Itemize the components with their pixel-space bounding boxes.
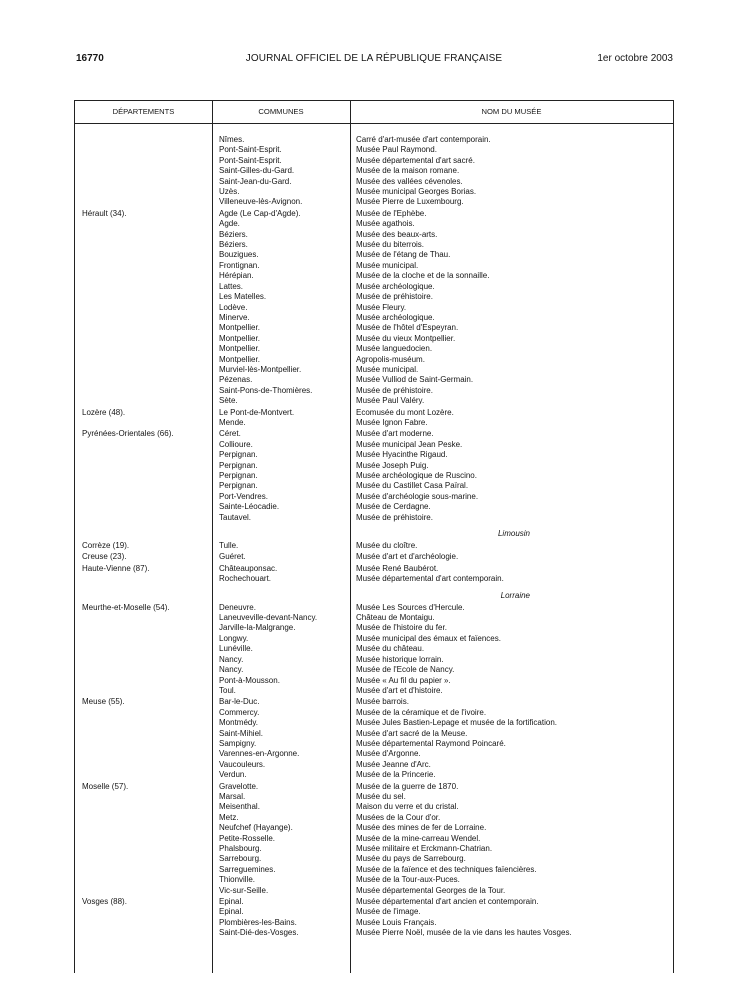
table-row [75, 386, 673, 396]
museum-cell: Musée de Cerdagne. [356, 502, 431, 512]
commune-cell: Uzès. [219, 187, 240, 197]
museum-cell: Musée de la Princerie. [356, 770, 436, 780]
commune-cell: Marsal. [219, 791, 246, 801]
table-row [75, 729, 673, 739]
table-row [75, 492, 673, 502]
museum-cell: Musée Fleury. [356, 302, 407, 312]
museum-cell: Musée de l'histoire du fer. [356, 623, 447, 633]
museum-cell: Musée de l'image. [356, 907, 421, 917]
commune-cell: Tautavel. [219, 512, 252, 522]
commune-cell: Bouzigues. [219, 250, 259, 260]
commune-cell: Céret. [219, 429, 241, 439]
commune-cell: Nancy. [219, 654, 244, 664]
commune-cell: Petite-Rosselle. [219, 833, 276, 843]
table-row [75, 844, 673, 854]
table-row [75, 613, 673, 623]
table-row [75, 697, 673, 707]
issue-date: 1er octobre 2003 [597, 53, 673, 64]
commune-cell: Port-Vendres. [219, 491, 268, 501]
museum-cell: Musée des mines de fer de Lorraine. [356, 823, 487, 833]
table-row [75, 875, 673, 885]
commune-cell: Plombières-les-Bains. [219, 917, 297, 927]
commune-cell: Nîmes. [219, 135, 245, 144]
table-row [75, 145, 673, 155]
table-row [75, 197, 673, 207]
museum-cell: Musée agathois. [356, 219, 415, 229]
commune-cell: Agde. [219, 219, 240, 229]
museum-cell: Musée Ignon Fabre. [356, 417, 428, 427]
table-row [75, 676, 673, 686]
commune-cell: Perpignan. [219, 471, 258, 480]
museum-cell: Musée Les Sources d'Hercule. [356, 602, 465, 612]
table-row [75, 792, 673, 802]
column-header-communes: COMMUNES [258, 107, 304, 116]
table-row [75, 834, 673, 844]
department-cell: Moselle (57). [82, 781, 129, 791]
museum-cell: Musée de la maison romane. [356, 166, 460, 176]
journal-title: JOURNAL OFFICIEL DE LA RÉPUBLIQUE FRANÇAISE [245, 53, 503, 64]
museum-cell: Musée Hyacinthe Rigaud. [356, 450, 448, 460]
department-cell: Haute-Vienne (87). [82, 563, 150, 573]
commune-cell: Gravelotte. [219, 781, 259, 791]
table-row [75, 440, 673, 450]
department-cell: Lozère (48). [82, 407, 126, 417]
table-row [75, 344, 673, 354]
table-row [75, 623, 673, 633]
commune-cell: Saint-Mihiel. [219, 728, 264, 738]
commune-cell: Tulle. [219, 541, 239, 551]
table-row [75, 313, 673, 323]
table-row [75, 854, 673, 864]
commune-cell: Villeneuve-lès-Avignon. [219, 197, 303, 207]
table-row [75, 323, 673, 333]
table-row [75, 655, 673, 665]
table-row [75, 396, 673, 406]
commune-cell: Minerve. [219, 312, 250, 322]
commune-cell: Perpignan. [219, 481, 258, 491]
table-row [75, 429, 673, 439]
museum-cell: Musée Jeanne d'Arc. [356, 759, 431, 769]
commune-cell: Longwy. [219, 633, 249, 643]
department-cell: Meuse (55). [82, 697, 125, 707]
museum-cell: Musée du sel. [356, 791, 406, 801]
table-row [75, 303, 673, 313]
commune-cell: Meisenthal. [219, 802, 260, 812]
museum-cell: Musée des vallées cévenoles. [356, 176, 463, 186]
table-row [75, 865, 673, 875]
table-row [75, 502, 673, 512]
museum-cell: Musée d'art sacré de la Meuse. [356, 728, 468, 738]
table-row [75, 541, 673, 551]
museum-cell: Musée départemental d'art contemporain. [356, 574, 504, 584]
page-number: 16770 [76, 53, 104, 64]
commune-cell: Bar-le-Duc. [219, 697, 260, 707]
commune-cell: Thionville. [219, 875, 256, 885]
table-row [75, 282, 673, 292]
commune-cell: Sainte-Léocadie. [219, 502, 280, 512]
museum-cell: Musée Vulliod de Saint-Germain. [356, 375, 474, 385]
commune-cell: Montpellier. [219, 323, 260, 333]
commune-cell: Saint-Pons-de-Thomières. [219, 385, 313, 395]
table-row [75, 907, 673, 917]
museum-cell: Musée de la cloche et de la sonnaille. [356, 271, 490, 281]
commune-cell: Lodève. [219, 302, 248, 312]
commune-cell: Le Pont-de-Montvert. [219, 407, 295, 417]
commune-cell: Saint-Jean-du-Gard. [219, 176, 292, 186]
museum-cell: Musée languedocien. [356, 344, 433, 354]
table-row [75, 240, 673, 250]
commune-cell: Pézenas. [219, 375, 253, 385]
commune-cell: Béziers. [219, 240, 248, 250]
table-row [75, 513, 673, 523]
commune-cell: Toul. [219, 685, 236, 695]
department-cell: Creuse (23). [82, 552, 127, 562]
table-row [75, 271, 673, 281]
commune-cell: Pont-Saint-Esprit. [219, 145, 282, 155]
table-row [75, 644, 673, 654]
commune-cell: Vic-sur-Seille. [219, 885, 269, 895]
table-row [75, 471, 673, 481]
museum-cell: Musée archéologique. [356, 312, 435, 322]
commune-cell: Metz. [219, 812, 239, 822]
table-row [75, 760, 673, 770]
table-row [75, 749, 673, 759]
table-row [75, 418, 673, 428]
commune-cell: Saint-Gilles-du-Gard. [219, 166, 295, 176]
commune-cell: Sarreguemines. [219, 864, 276, 874]
commune-cell: Mende. [219, 417, 246, 427]
table-row [75, 481, 673, 491]
table-row [75, 552, 673, 562]
commune-cell: Châteauponsac. [219, 563, 278, 573]
table-row [75, 261, 673, 271]
table-row [75, 603, 673, 613]
commune-cell: Verdun. [219, 770, 247, 780]
museum-cell: Musée de préhistoire. [356, 292, 433, 302]
table-row [75, 918, 673, 928]
museum-cell: Musée municipal des émaux et faïences. [356, 633, 501, 643]
table-row [75, 928, 673, 938]
commune-cell: Hérépian. [219, 271, 254, 281]
museum-cell: Musée d'art moderne. [356, 429, 434, 439]
museum-cell: Musée René Baubérot. [356, 563, 439, 573]
table-row [75, 375, 673, 385]
table-row [75, 355, 673, 365]
commune-cell: Montmédy. [219, 718, 258, 728]
commune-cell: Montpellier. [219, 354, 260, 364]
commune-cell: Lattes. [219, 281, 244, 291]
museum-cell: Musée Paul Valéry. [356, 396, 425, 406]
table-row [75, 823, 673, 833]
table-body [75, 135, 673, 939]
region-name: Limousin [497, 529, 530, 539]
table-row [75, 665, 673, 675]
museum-cell: Musée de la mine-carreau Wendel. [356, 833, 481, 843]
museum-cell: Musée d'art et d'archéologie. [356, 552, 459, 562]
table-row [75, 135, 673, 145]
museum-cell: Musée de la céramique et de l'ivoire. [356, 707, 487, 717]
museum-cell: Musée du pays de Sarrebourg. [356, 854, 466, 864]
column-header-departements: DÉPARTEMENTS [112, 107, 175, 116]
museum-cell: Musée départemental Georges de la Tour. [356, 885, 506, 895]
museum-cell: Musée « Au fil du papier ». [356, 675, 451, 685]
department-cell: Corrèze (19). [82, 541, 130, 551]
table-row [75, 209, 673, 219]
commune-cell: Les Matelles. [219, 292, 267, 302]
commune-cell: Epinal. [219, 897, 244, 907]
commune-cell: Rochechouart. [219, 574, 272, 584]
table-row [75, 230, 673, 240]
museum-cell: Musée des beaux-arts. [356, 229, 438, 239]
commune-cell: Sète. [219, 396, 238, 406]
commune-cell: Laneuveville-devant-Nancy. [219, 613, 318, 623]
museum-cell: Musée archéologique. [356, 281, 435, 291]
department-cell: Hérault (34). [82, 208, 127, 218]
museum-cell: Musée départemental Raymond Poincaré. [356, 738, 506, 748]
table-row [75, 897, 673, 907]
museum-cell: Musée de préhistoire. [356, 385, 433, 395]
museum-cell: Musée du Castillet Casa Païral. [356, 481, 469, 491]
museum-cell: Musée militaire et Erckmann-Chatrian. [356, 844, 493, 853]
museum-cell: Musée Paul Raymond. [356, 145, 437, 155]
museum-cell: Musée du château. [356, 644, 425, 654]
museum-cell: Musée Louis Français. [356, 917, 437, 927]
museum-cell: Musée du biterrois. [356, 240, 425, 250]
department-cell: Pyrénées-Orientales (66). [82, 429, 174, 439]
column-header-nom-du-musee: NOM DU MUSÉE [481, 107, 542, 116]
museum-cell: Musée du vieux Montpellier. [356, 333, 456, 343]
museum-cell: Musée départemental d'art ancien et contemporain. [356, 897, 539, 907]
table-row [75, 461, 673, 471]
commune-cell: Saint-Dié-des-Vosges. [219, 928, 299, 938]
region-name: Lorraine [500, 590, 530, 600]
commune-cell: Montpellier. [219, 344, 260, 354]
table-row [75, 156, 673, 166]
museum-cell: Musée de l'Ecole de Nancy. [356, 665, 455, 675]
museum-cell: Musée Jules Bastien-Lepage et musée de la fortification. [356, 718, 558, 728]
commune-cell: Perpignan. [219, 460, 258, 470]
department-cell: Vosges (88). [82, 897, 127, 907]
museum-cell: Musée de la guerre de 1870. [356, 781, 459, 791]
commune-cell: Lunéville. [219, 644, 253, 654]
table-row [75, 708, 673, 718]
museum-cell: Musée Joseph Puig. [356, 460, 429, 470]
table-row [75, 802, 673, 812]
table-row [75, 574, 673, 584]
museum-cell: Musée départemental d'art sacré. [356, 155, 475, 165]
museum-cell: Agropolis-muséum. [356, 354, 425, 364]
museum-cell: Musée barrois. [356, 697, 409, 707]
commune-cell: Agde (Le Cap-d'Agde). [219, 208, 301, 218]
table-row [75, 770, 673, 780]
table-row [75, 408, 673, 418]
museum-cell: Musée de l'Ephèbe. [356, 208, 427, 218]
table-row [75, 634, 673, 644]
commune-cell: Sampigny. [219, 738, 257, 748]
table-row [75, 450, 673, 460]
table-row [75, 177, 673, 187]
table-row [75, 782, 673, 792]
museum-cell: Maison du verre et du cristal. [356, 802, 459, 812]
museum-cell: Ecomusée du mont Lozère. [356, 407, 454, 417]
museum-cell: Musée municipal Georges Borias. [356, 187, 477, 197]
commune-cell: Perpignan. [219, 450, 258, 460]
museum-cell: Musée d'Argonne. [356, 749, 421, 759]
table-row [75, 219, 673, 229]
museum-cell: Musée Pierre de Luxembourg. [356, 197, 464, 207]
commune-cell: Commercy. [219, 707, 260, 717]
museum-cell: Musée municipal Jean Peske. [356, 439, 463, 449]
commune-cell: Montpellier. [219, 333, 260, 343]
museum-cell: Musées de la Cour d'or. [356, 812, 441, 822]
museum-cell: Musée d'art et d'histoire. [356, 685, 443, 695]
commune-cell: Neufchef (Hayange). [219, 823, 293, 833]
table-row [75, 813, 673, 823]
commune-cell: Deneuvre. [219, 602, 256, 612]
department-cell: Meurthe-et-Moselle (54). [82, 602, 170, 612]
table-row [75, 334, 673, 344]
table-row [75, 250, 673, 260]
region-heading [75, 527, 673, 541]
commune-cell: Phalsbourg. [219, 844, 262, 853]
commune-cell: Frontignan. [219, 260, 260, 270]
commune-cell: Nancy. [219, 665, 244, 675]
museum-cell: Musée du cloître. [356, 541, 418, 551]
commune-cell: Epinal. [219, 907, 244, 917]
museum-cell: Musée municipal. [356, 260, 419, 270]
table-row [75, 166, 673, 176]
commune-cell: Varennes-en-Argonne. [219, 749, 300, 759]
museum-cell: Musée de la faïence et des techniques faïencières. [356, 864, 537, 874]
museum-cell: Musée de l'étang de Thau. [356, 250, 451, 260]
museum-cell: Musée de la Tour-aux-Puces. [356, 875, 460, 885]
commune-cell: Pont-Saint-Esprit. [219, 155, 282, 165]
commune-cell: Béziers. [219, 229, 248, 239]
commune-cell: Sarrebourg. [219, 854, 262, 864]
commune-cell: Collioure. [219, 439, 253, 449]
table-row [75, 718, 673, 728]
table-row [75, 365, 673, 375]
museum-cell: Musée municipal. [356, 364, 419, 374]
museum-table [74, 100, 674, 973]
museum-cell: Musée Pierre Noël, musée de la vie dans les hautes Vosges. [356, 928, 572, 938]
table-row [75, 292, 673, 302]
museum-cell: Carré d'art-musée d'art contemporain. [356, 135, 491, 144]
museum-cell: Musée archéologique de Ruscino. [356, 471, 477, 480]
table-header [75, 101, 673, 124]
commune-cell: Murviel-lès-Montpellier. [219, 364, 302, 374]
table-row [75, 564, 673, 574]
museum-cell: Musée d'archéologie sous-marine. [356, 491, 479, 501]
museum-cell: Musée historique lorrain. [356, 654, 444, 664]
table-row [75, 886, 673, 896]
table-row [75, 686, 673, 696]
commune-cell: Vaucouleurs. [219, 759, 266, 769]
museum-cell: Musée de préhistoire. [356, 512, 433, 522]
commune-cell: Pont-à-Mousson. [219, 675, 280, 685]
table-row [75, 187, 673, 197]
commune-cell: Jarville-la-Malgrange. [219, 623, 296, 633]
museum-cell: Château de Montaigu. [356, 613, 435, 623]
table-row [75, 739, 673, 749]
region-heading [75, 589, 673, 603]
commune-cell: Guéret. [219, 552, 246, 562]
museum-cell: Musée de l'hôtel d'Espeyran. [356, 323, 459, 333]
